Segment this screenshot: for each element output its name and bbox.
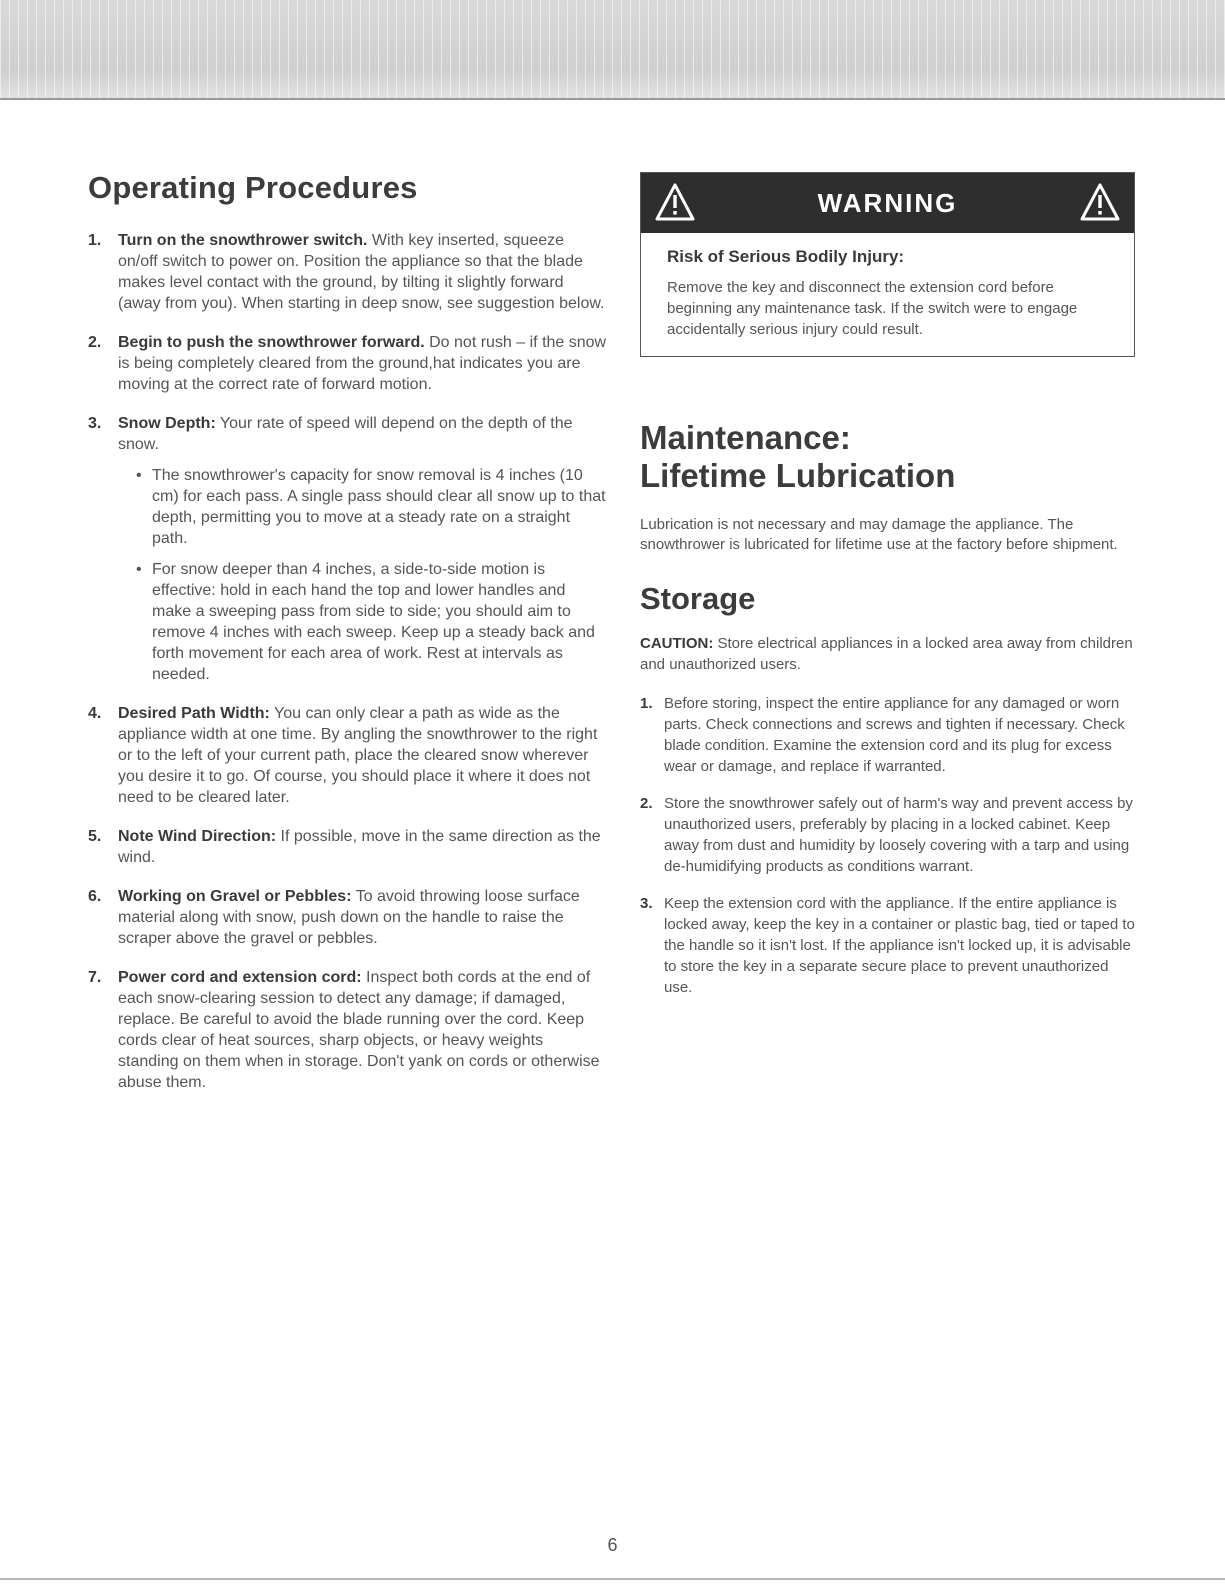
step-body: If possible, move in the same direction as the wind. [118,828,601,866]
step-body: Your rate of speed will depend on the depth of the snow. [118,415,573,453]
step-label: Begin to push the snowthrower forward. [118,334,425,351]
bullet-item: • The snowthrower's capacity for snow removal is 4 inches (10 cm) for each pass. A single pass should clear all snow up to that depth, permitting you to move at a steady rate on a straight path. [136,465,608,549]
step-text [118,826,608,868]
operating-step [88,826,608,868]
step-text [118,332,608,395]
footer-divider [0,1578,1225,1580]
storage-caution [640,633,1135,675]
step-body: With key inserted, squeeze on/off switch to power on. Position the appliance so that the blade makes level contact with the ground, by tilting it slightly forward (away from you). When starting in deep snow, see suggestion below. [118,232,605,312]
operating-procedures-title: Operating Procedures [88,170,418,205]
step-label: Power cord and extension cord: [118,969,362,986]
warning-text: Remove the key and disconnect the extension cord before beginning any maintenance task. If the switch were to engage accidentally serious injury could result. [667,279,1078,338]
step-text [118,703,608,808]
step-text [118,886,608,949]
step-number: 5. [88,828,102,845]
operating-procedures-section [88,170,608,1111]
step-number: 1. [640,695,653,712]
step-number: 7. [88,969,102,986]
storage-step [640,893,1135,998]
step-text: Keep the extension cord with the appliance. If the entire appliance is locked away, keep the key in a container or plastic bag, tied or taped to the handle so it isn't lost. If the appliance isn't locked up, it is advisable to store the key in a separate secure place to prevent unauthorized use. [664,895,1135,996]
step-number: 4. [88,705,102,722]
right-column [640,172,1135,1014]
storage-step [640,693,1135,777]
warning-header [641,173,1134,233]
step-label: Note Wind Direction: [118,828,277,845]
operating-step [88,230,608,314]
warning-title: WARNING [817,187,958,218]
step-text [118,413,608,455]
step-number: 2. [88,334,102,351]
step-number: 3. [88,415,102,432]
caution-label: CAUTION: [640,635,714,652]
step-body: Inspect both cords at the end of each snow-clearing session to detect any damage; if damaged, replace. Be careful to avoid the blade running over the cord. Keep cords clear of heat sources, sharp objects, or heavy weights standing on them when in storage. Don't yank on cords or otherwise abuse them. [118,969,600,1091]
storage-step [640,793,1135,877]
step-text: Store the snowthrower safely out of harm's way and prevent access by unauthorized users, preferably by placing in a locked cabinet. Keep away from dust and humidity by loosely covering with a tarp and using de-humidifying products as conditions warrant. [664,795,1133,875]
header-divider [0,98,1225,100]
caution-text: Store electrical appliances in a locked area away from children and unauthorized users. [640,635,1133,673]
snow-depth-bullets [118,465,608,685]
warning-body [641,233,1134,356]
maintenance-title-line1: Maintenance: [640,419,851,456]
header-band [0,0,1225,100]
step-body: Do not rush – if the snow is being completely cleared from the ground,hat indicates you are moving at the correct rate of forward motion. [118,334,607,393]
maintenance-section [640,419,1135,555]
operating-step [88,886,608,949]
operating-step [88,703,608,808]
step-label: Turn on the snowthrower switch. [118,232,368,249]
step-text [118,967,608,1093]
step-number: 2. [640,795,653,812]
step-label: Snow Depth: [118,415,216,432]
warning-subtitle: Risk of Serious Bodily Injury: [667,247,905,266]
maintenance-text: Lubrication is not necessary and may damage the appliance. The snowthrower is lubricated for lifetime use at the factory before shipment. [640,516,1118,553]
storage-title: Storage [640,581,756,616]
bullet-item: • For snow deeper than 4 inches, a side-to-side motion is effective: hold in each hand the top and lower handles and make a sweeping pass from side to side; you should aim to remove 4 inches with each sweep. Keep up a steady back and forth movement for each area of work. Rest at intervals as needed. [136,559,608,685]
warning-triangle-icon [655,183,695,221]
step-text: Before storing, inspect the entire appliance for any damaged or worn parts. Check connections and screws and tighten if necessary. Check blade condition. Examine the extension cord and its plug for excess wear or damage, and replace if warranted. [664,695,1125,775]
step-body: You can only clear a path as wide as the appliance width at one time. By angling the snowthrower to the right or to the left of your current path, place the cleared snow wherever you desire it to go. Of course, you should place it where it does not need to be cleared later. [118,705,598,806]
operating-step [88,332,608,395]
maintenance-title-line2: Lifetime Lubrication [640,457,956,494]
step-body: To avoid throwing loose surface material along with snow, push down on the handle to raise the scraper above the gravel or pebbles. [118,888,580,947]
operating-step [88,413,608,685]
warning-box [640,172,1135,357]
operating-step [88,967,608,1093]
step-number: 3. [640,895,653,912]
step-label: Working on Gravel or Pebbles: [118,888,352,905]
operating-steps-list [88,230,608,1093]
storage-steps-list [640,693,1135,998]
step-text [118,230,608,314]
step-number: 1. [88,232,102,249]
step-label: Desired Path Width: [118,705,270,722]
storage-section [640,581,1135,998]
step-number: 6. [88,888,102,905]
page-number: 6 [607,1535,618,1555]
warning-triangle-icon [1080,183,1120,221]
